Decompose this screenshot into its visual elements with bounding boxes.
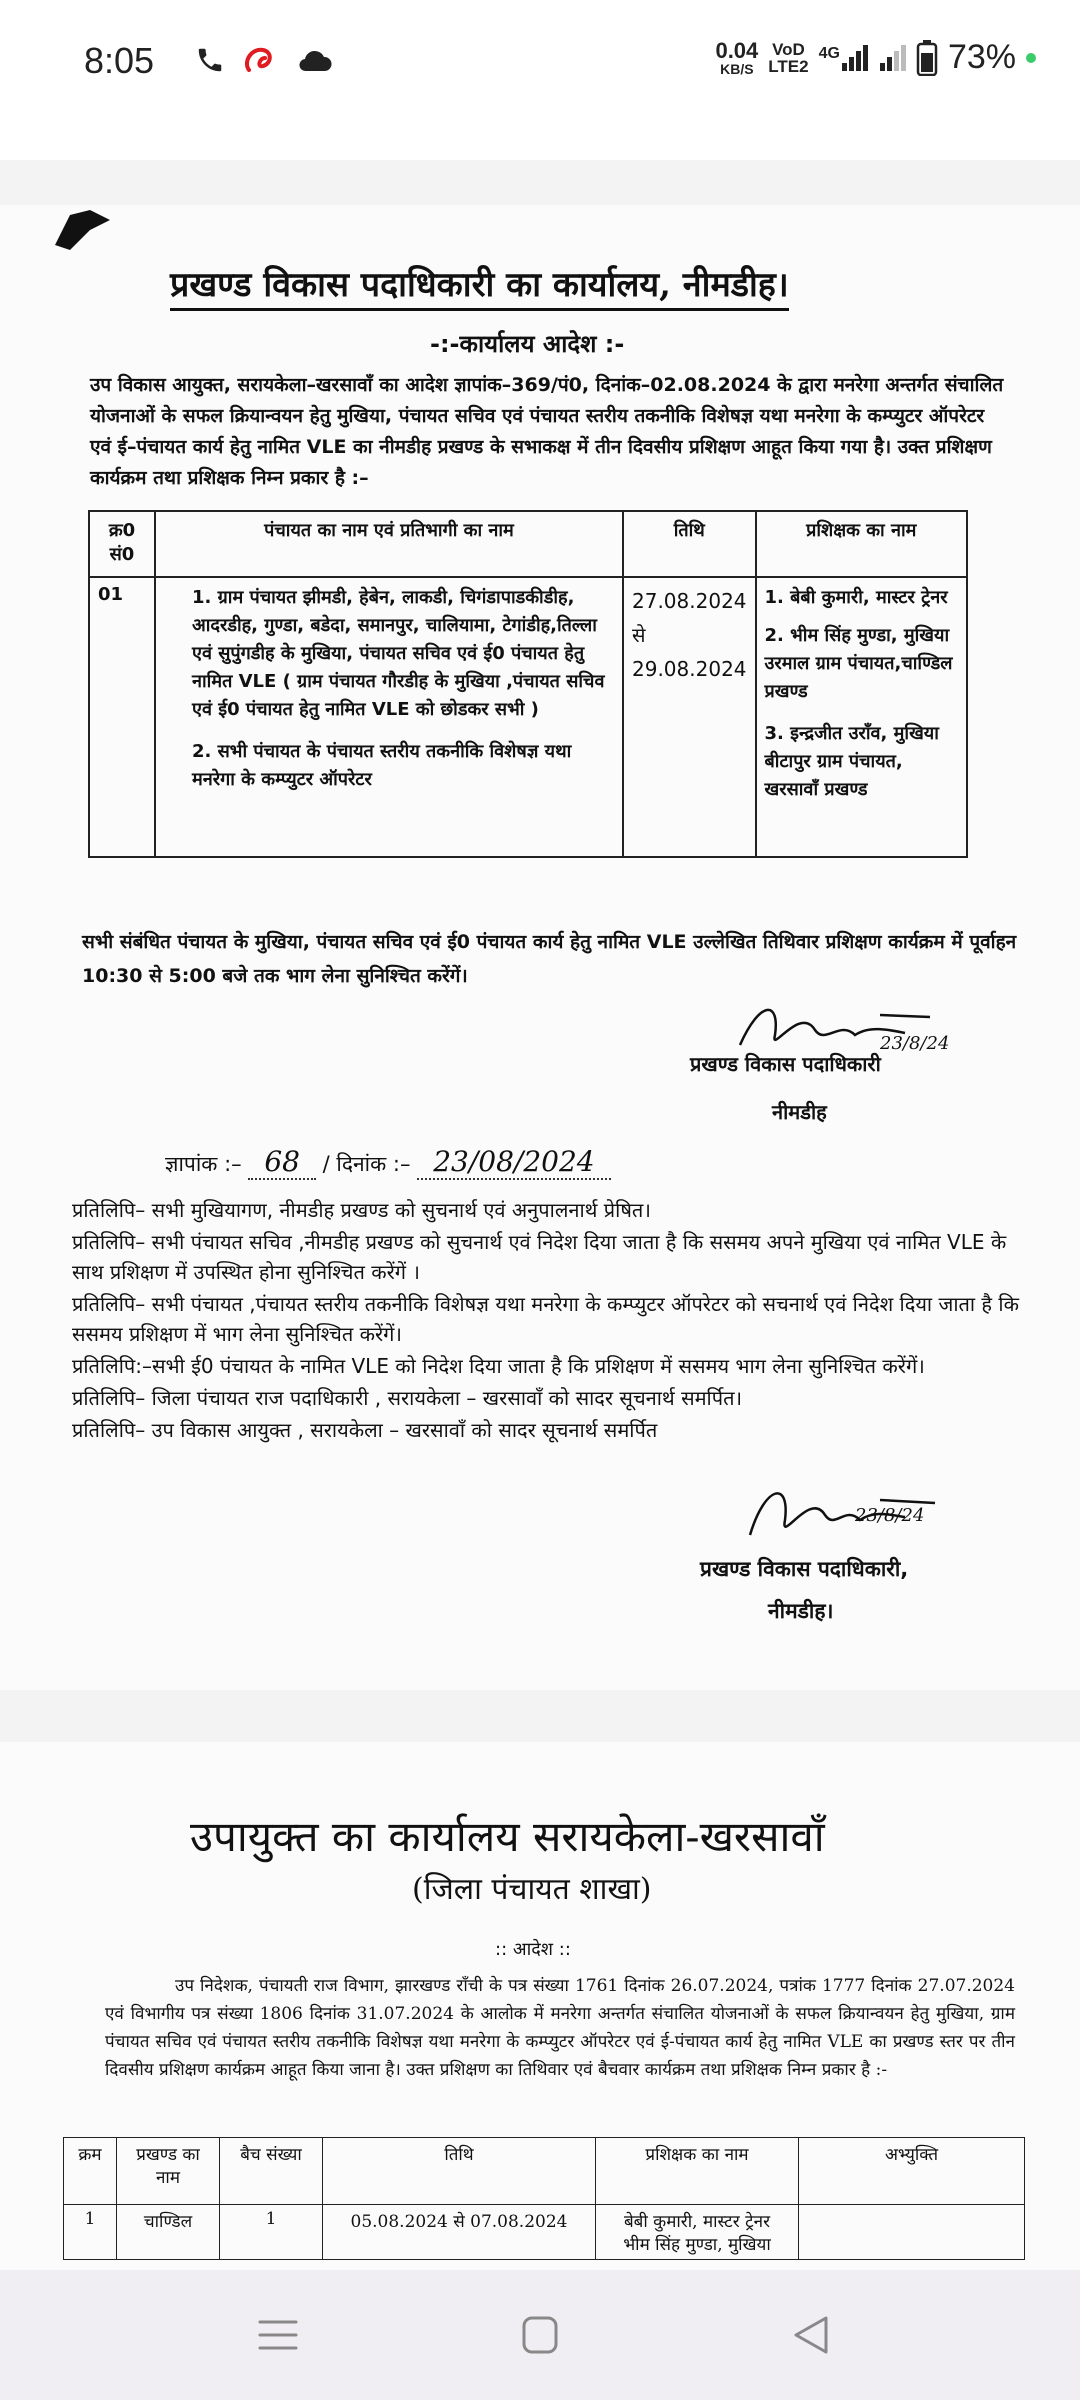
copy-list <box>72 1195 1032 1447</box>
row-batch: 1 <box>220 2205 323 2260</box>
col-header-date: तिथि <box>323 2138 596 2205</box>
attendance-instruction: सभी संबंधित पंचायत के मुखिया, पंचायत सचिव एवं ई0 पंचायत कार्य हेतु नामित VLE उल्लेखित तिथिवार प्रशिक्षण कार्यक्रम में पूर्वाहन 10:30 से 5:00 बजे तक भाग लेना सुनिश्चित करेंगें। <box>82 931 1017 987</box>
order-heading-2: :: आदेश :: <box>495 1939 571 1960</box>
memo-date-label: / दिनांक :– <box>322 1152 411 1176</box>
signature-2-date: 23/8/24 <box>855 1505 925 1526</box>
row-sn: 01 <box>89 577 155 857</box>
order-intro: उप विकास आयुक्त, सरायकेला–खरसावाँ का आदेश ज्ञापांक–369/पं0, दिनांक–02.08.2024 के द्वारा मनरेगा अन्तर्गत संचालित योजनाओं के सफल क्रियान्वयन हेतु मुखिया, पंचायत सचिव एवं पंचायत स्तरीय तकनीकि विशेषज्ञ यथा मनरेगा के कम्प्युटर ऑपरेटर एवं ई–पंचायत कार्य हेतु नामित VLE का नीमडीह प्रखण्ड के सभाकक्ष में तीन दिवसीय प्रशिक्षण आहूत किया गया है। उक्त प्रशिक्षण कार्यक्रम तथा प्रशिक्षक निम्न प्रकार है :– <box>90 374 1004 489</box>
net-speed-unit: KB/S <box>720 60 754 77</box>
memo-number: 68 <box>248 1145 316 1180</box>
trainer-1: 1. बेबी कुमारी, मास्टर ट्रेनर <box>764 587 948 608</box>
col-header-trainer: प्रशिक्षक का नाम <box>596 2138 799 2205</box>
battery-percent: 73% <box>947 38 1016 76</box>
copy-item: प्रतिलिपि– सभी पंचायत ,पंचायत स्तरीय तकनीकि विशेषज्ञ यथा मनरेगा के कम्प्युटर ऑपरेटर को सचनार्थ एवं निदेश दिया जाता है कि ससमय प्रशिक्षण में भाग लेना सुनिश्चित करेंगें। <box>72 1292 1019 1346</box>
memo-line <box>165 1145 611 1178</box>
volte-top: VoD <box>772 39 805 59</box>
col-header-sn: क्र0 सं0 <box>89 511 155 577</box>
office-title-2: उपायुक्त का कार्यालय सरायकेला-खरसावाँ <box>190 1812 825 1861</box>
navigation-bar <box>0 2270 1080 2400</box>
signature-1-date: 23/8/24 <box>880 1033 950 1054</box>
airtel-icon <box>241 44 281 76</box>
document-page-1 <box>0 205 1080 1690</box>
order-heading: -:-कार्यालय आदेश :- <box>430 330 625 358</box>
phone-icon <box>195 45 225 75</box>
trainer-3: 3. इन्द्रजीत उराँव, मुखिया बीटापुर ग्राम पंचायत, खरसावाँ प्रखण्ड <box>764 723 939 800</box>
row-trainer-1: बेबी कुमारी, मास्टर ट्रेनर <box>623 2212 771 2232</box>
privacy-dot <box>1026 53 1036 63</box>
home-icon[interactable] <box>510 2310 570 2360</box>
row-date: 05.08.2024 से 07.08.2024 <box>323 2205 596 2260</box>
office-subtitle-2: (जिला पंचायत शाखा) <box>412 1872 652 1907</box>
col-header-remark: अभ्युक्ति <box>799 2138 1025 2205</box>
row-trainer-2: भीम सिंह मुण्डा, मुखिया <box>623 2235 771 2255</box>
training-table-2 <box>63 2137 1025 2260</box>
participants-item-1: 1. ग्राम पंचायत झीमडी, हेबेन, लाकडी, चिगंडापाडकीडीह, आदरडीह, गुण्डा, बडेदा, समानपुर, चालियामा, टेगांडीह,तिल्ला एवं सुपुंगडीह के मुखिया, पंचायत सचिव एवं ई0 पंचायत हेतु नामित VLE ( ग्राम पंचायत गौरडीह के मुखिया ,पंचायत सचिव एवं ई0 पंचायत हेतु नामित VLE को छोडकर सभी ) <box>192 587 605 720</box>
place-2: नीमडीह। <box>768 1599 834 1623</box>
copy-item: प्रतिलिपि– सभी पंचायत सचिव ,नीमडीह प्रखण्ड को सुचनार्थ एवं निदेश दिया जाता है कि ससमय अपने मुखिया एवं नामित VLE के साथ प्रशिक्षण में उपस्थित होना सुनिश्चित करेंगें । <box>72 1230 1007 1284</box>
document-page-2 <box>0 1742 1080 2270</box>
status-time: 8:05 <box>84 40 155 81</box>
volte-bottom: LTE2 <box>768 56 809 76</box>
row-remark <box>799 2205 1025 2260</box>
hole-punch-mark <box>50 205 120 255</box>
office-title: प्रखण्ड विकास पदाधिकारी का कार्यालय, नीमडीह। <box>170 260 789 311</box>
training-table <box>88 510 968 858</box>
net-speed-value: 0.04 <box>715 37 759 63</box>
copy-item: प्रतिलिपि:–सभी ई0 पंचायत के नामित VLE को निदेश दिया जाता है कि प्रशिक्षण में ससमय भाग लेना सुनिश्चित करेंगें। <box>72 1354 925 1378</box>
row-sn: 1 <box>64 2205 117 2260</box>
back-icon[interactable] <box>782 2310 842 2360</box>
participants-item-2: 2. सभी पंचायत के पंचायत स्तरीय तकनीकि विशेषज्ञ यथा मनरेगा के कम्प्युटर ऑपरेटर <box>192 741 572 790</box>
col-header-block: प्रखण्ड का नाम <box>117 2138 220 2205</box>
row-block: चाण्डिल <box>117 2205 220 2260</box>
signature-2 <box>740 1475 960 1559</box>
place-1: नीमडीह <box>772 1100 827 1124</box>
date-to-word: से <box>632 623 646 647</box>
col-header-batch: बैच संख्या <box>220 2138 323 2205</box>
copy-item: प्रतिलिपि– उप विकास आयुक्त , सरायकेला – खरसावाँ को सादर सूचनार्थ समर्पित <box>72 1418 658 1442</box>
memo-label: ज्ञापांक :– <box>165 1152 242 1176</box>
col-header-panchayat: पंचायत का नाम एवं प्रतिभागी का नाम <box>155 511 623 577</box>
menu-icon[interactable] <box>248 2310 308 2360</box>
signal-icon <box>819 45 906 71</box>
cloud-icon <box>297 47 333 73</box>
battery-icon <box>916 40 938 76</box>
status-bar <box>0 0 1080 160</box>
col-header-trainer: प्रशिक्षक का नाम <box>756 511 967 577</box>
copy-item: प्रतिलिपि– जिला पंचायत राज पदाधिकारी , सरायकेला – खरसावाँ को सादर सूचनार्थ समर्पित। <box>72 1386 743 1410</box>
signature-scribble <box>740 1475 960 1555</box>
table-row <box>64 2205 1025 2260</box>
designation-1: प्रखण्ड विकास पदाधिकारी <box>690 1052 881 1076</box>
date-to: 29.08.2024 <box>632 657 747 681</box>
col-header-date: तिथि <box>623 511 756 577</box>
col-header-sn: क्रम <box>64 2138 117 2205</box>
trainer-2: 2. भीम सिंह मुण्डा, मुखिया उरमाल ग्राम पंचायत,चाण्डिल प्रखण्ड <box>764 625 953 702</box>
date-from: 27.08.2024 <box>632 589 747 613</box>
network-type: 4G <box>818 44 840 62</box>
copy-item: प्रतिलिपि– सभी मुखियागण, नीमडीह प्रखण्ड को सुचनार्थ एवं अनुपालनार्थ प्रेषित। <box>72 1198 651 1222</box>
memo-date: 23/08/2024 <box>417 1145 610 1180</box>
designation-2: प्रखण्ड विकास पदाधिकारी, <box>700 1557 909 1581</box>
order-intro-2: उप निदेशक, पंचायती राज विभाग, झारखण्ड राँची के पत्र संख्या 1761 दिनांक 26.07.2024, पत्रांक 1777 दिनांक 27.07.2024 एवं विभागीय पत्र संख्या 1806 दिनांक 31.07.2024 के आलोक में मनरेगा अन्तर्गत संचालित योजनाओं के सफल क्रियान्वयन हेतु मुखिया, ग्राम पंचायत सचिव एवं पंचायत स्तरीय तकनीकि विशेषज्ञ यथा मनरेगा के कम्प्युटर ऑपरेटर एवं ई-पंचायत कार्य हेतु नामित VLE का प्रखण्ड स्तर पर तीन दिवसीय प्रशिक्षण कार्यक्रम आहूत किया जाना है। उक्त प्रशिक्षण का तिथिवार एवं बैचवार कार्यक्रम तथा प्रशिक्षक निम्न प्रकार है :- <box>105 1976 1015 2080</box>
table-row <box>89 577 967 857</box>
